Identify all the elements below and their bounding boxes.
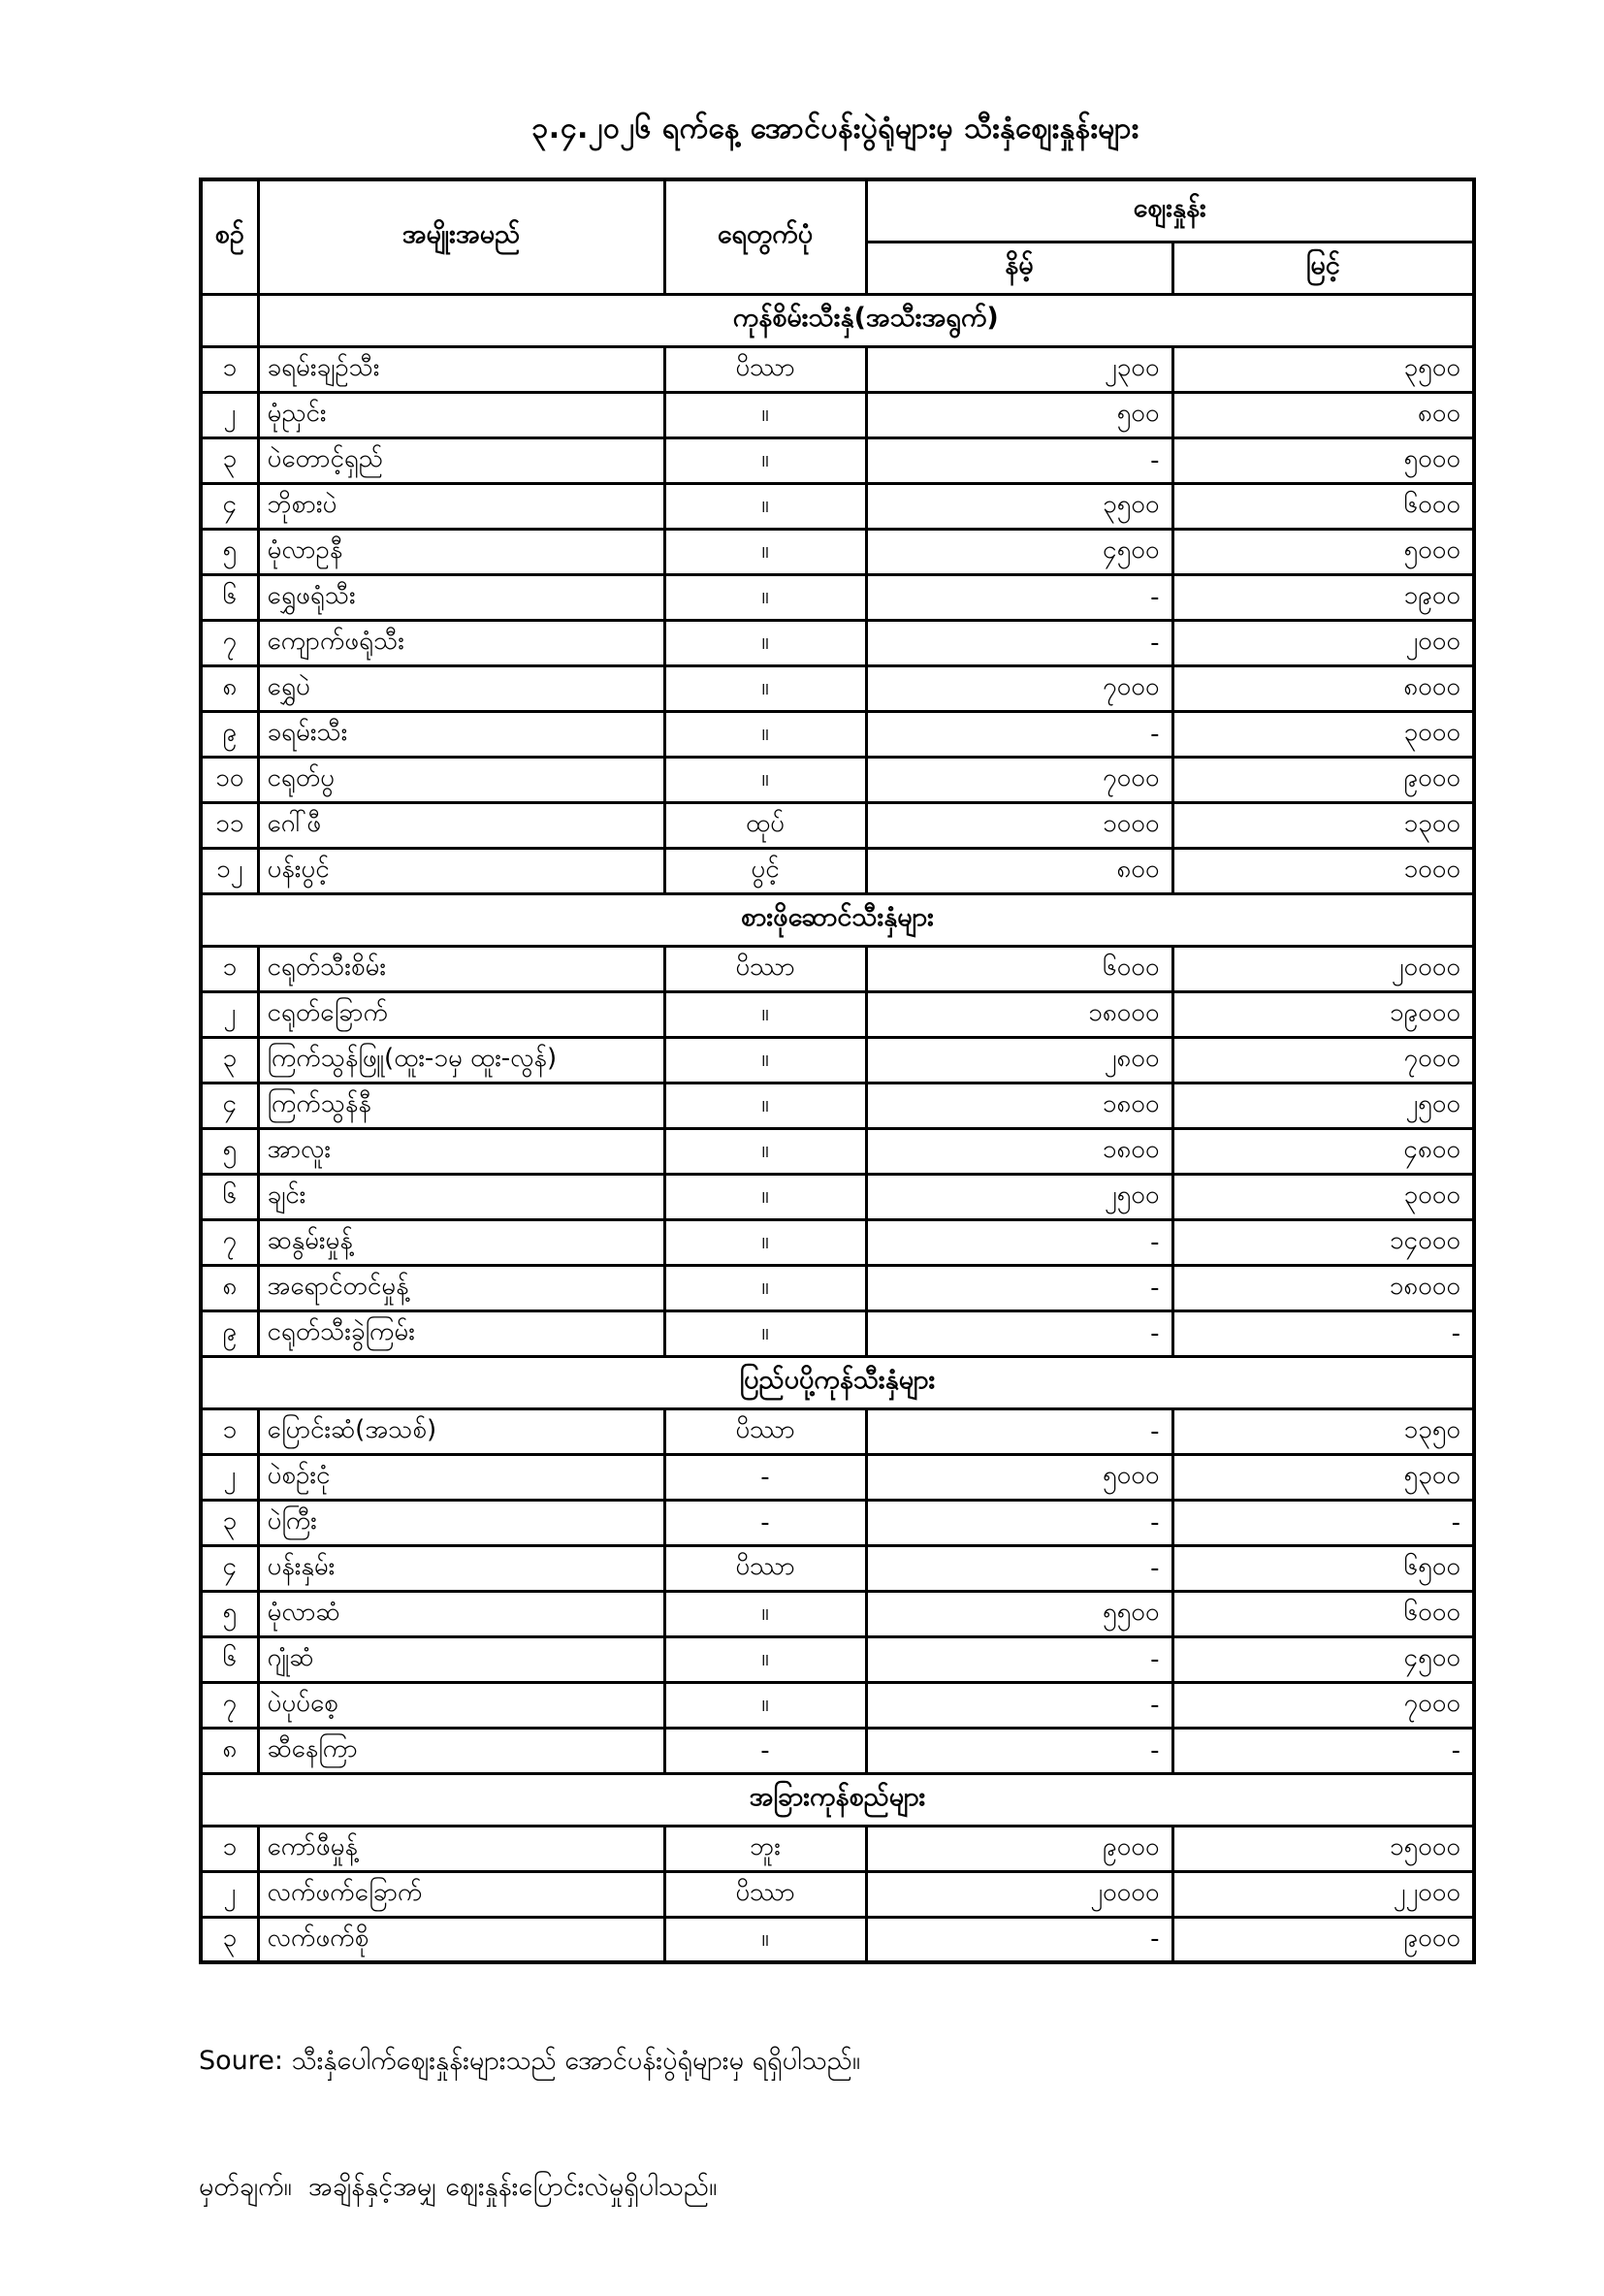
row-unit: ။ [664,1219,866,1265]
row-unit: ။ [664,1128,866,1174]
row-price-high: ၁၉၀၀၀ [1172,991,1474,1037]
row-name: လက်ဖက်ခြောက် [258,1871,664,1917]
row-price-low: ၅၀၀ [866,392,1172,437]
section-header-row [201,1356,1474,1408]
row-no: ၃ [201,1500,258,1545]
row-price-high: ၅၀၀၀ [1172,529,1474,574]
row-name: ပြောင်းဆံ(အသစ်) [258,1408,664,1454]
row-name: ချင်း [258,1174,664,1219]
row-unit: ။ [664,1917,866,1962]
row-price-high: ၁၃၅၀ [1172,1408,1474,1454]
row-unit: ။ [664,665,866,711]
row-no: ၂ [201,1454,258,1500]
row-price-high: ၇၀၀၀ [1172,1037,1474,1083]
row-price-high: ၈၀၀ [1172,392,1474,437]
row-unit: ။ [664,529,866,574]
row-no: ၄ [201,1545,258,1591]
row-name: မုံလာဆံ [258,1591,664,1636]
row-no: ၆ [201,1174,258,1219]
row-name: လက်ဖက်စို [258,1917,664,1962]
row-unit: ။ [664,1591,866,1636]
footer [199,1984,1604,2296]
table-row [201,1265,1474,1310]
row-price-low: ၂၃၀၀ [866,346,1172,392]
row-price-high: ၂၀၀၀ [1172,620,1474,665]
table-row [201,346,1474,392]
footer-note-line: မှတ်ချက်။ အချိန်နှင့်အမျှ ဈေးနှုန်းပြောင်းလဲမှုရှိပါသည်။ [199,2172,718,2202]
row-name: ပန်းပွင့် [258,848,664,893]
row-price-high: ၆၅၀၀ [1172,1545,1474,1591]
table-row [201,1408,1474,1454]
row-no: ၆ [201,1636,258,1682]
row-price-high: ၁၄၀၀၀ [1172,1219,1474,1265]
row-price-high: ၄၅၀၀ [1172,1636,1474,1682]
row-name: မုံလာဥနီ [258,529,664,574]
row-price-low: - [866,1917,1172,1962]
section-header-row [201,294,1474,346]
header-price-high: မြင့် [1172,242,1474,294]
row-no: ၁ [201,1408,258,1454]
row-name: ပဲတောင့်ရှည် [258,437,664,483]
row-price-low: - [866,620,1172,665]
row-name: ဂေါ်ဖီ [258,802,664,848]
row-name: ငရုတ်သီးစိမ်း [258,946,664,991]
table-row [201,991,1474,1037]
row-name: ကော်ဖီမှုန့် [258,1826,664,1871]
table-row [201,757,1474,802]
row-price-high: ၉၀၀၀ [1172,1917,1474,1962]
row-no: ၅ [201,1591,258,1636]
row-unit: ။ [664,574,866,620]
section-title: ပြည်ပပို့ကုန်သီးနှံများ [201,1356,1474,1408]
table-row [201,1917,1474,1962]
row-price-high: - [1172,1310,1474,1356]
row-price-low: - [866,1728,1172,1773]
row-name: မုံညှင်း [258,392,664,437]
table-row [201,1871,1474,1917]
row-no: ၃ [201,1037,258,1083]
row-price-low: - [866,437,1172,483]
row-price-low: ၂၀၀၀၀ [866,1871,1172,1917]
row-unit: ပိဿာ [664,346,866,392]
row-name: ကျောက်ဖရုံသီး [258,620,664,665]
section-title: ကုန်စိမ်းသီးနှံ(အသီးအရွက်) [258,294,1474,346]
row-price-low: - [866,574,1172,620]
header-no: စဉ် [201,179,258,294]
table-header-row-1 [201,179,1474,242]
row-no: ၇ [201,1219,258,1265]
row-price-low: ၉၀၀၀ [866,1826,1172,1871]
row-no: ၂ [201,392,258,437]
row-price-low: ၁၈၀၀၀ [866,991,1172,1037]
row-no: ၄ [201,1083,258,1128]
table-row [201,1636,1474,1682]
row-name: ဘိုစားပဲ [258,483,664,529]
row-price-low: - [866,1500,1172,1545]
row-price-low: ၅၀၀၀ [866,1454,1172,1500]
row-price-low: ၂၅၀၀ [866,1174,1172,1219]
row-no: ၃ [201,1917,258,1962]
row-unit: ဘူး [664,1826,866,1871]
row-unit: - [664,1500,866,1545]
section-title: စားဖိုဆောင်သီးနှံများ [201,893,1474,946]
row-no: ၈ [201,1265,258,1310]
header-price-low: နိမ့် [866,242,1172,294]
row-unit: - [664,1454,866,1500]
row-name: ပဲပုပ်စေ့ [258,1682,664,1728]
row-name: အာလူး [258,1128,664,1174]
row-price-high: ၁၉၀၀ [1172,574,1474,620]
table-row [201,620,1474,665]
row-no: ၂ [201,991,258,1037]
row-price-low: ၇၀၀၀ [866,757,1172,802]
row-unit: ။ [664,991,866,1037]
row-price-high: ၃၀၀၀ [1172,711,1474,757]
row-name: ငရုတ်ပွ [258,757,664,802]
table-row [201,1037,1474,1083]
row-price-high: ၂၀၀၀၀ [1172,946,1474,991]
section-header-row [201,1773,1474,1826]
price-table-body [201,294,1474,1962]
section-title: အခြားကုန်စည်များ [201,1773,1474,1826]
row-name: ငရုတ်ခြောက် [258,991,664,1037]
row-price-high: - [1172,1728,1474,1773]
row-unit: ။ [664,757,866,802]
row-name: ကြက်သွန်ဖြူ(ထူး-၁မှ ထူး-လွန်) [258,1037,664,1083]
row-name: ခရမ်းသီး [258,711,664,757]
row-price-high: - [1172,1500,1474,1545]
row-unit: - [664,1728,866,1773]
row-price-low: ၄၅၀၀ [866,529,1172,574]
row-no: ၂ [201,1871,258,1917]
table-row [201,529,1474,574]
row-price-low: ၂၈၀၀ [866,1037,1172,1083]
row-unit: ပိဿာ [664,1408,866,1454]
row-no: ၅ [201,529,258,574]
row-unit: ။ [664,1265,866,1310]
row-no: ၅ [201,1128,258,1174]
row-price-low: - [866,1265,1172,1310]
table-row [201,946,1474,991]
row-price-high: ၂၅၀၀ [1172,1083,1474,1128]
row-name: ရွှေဖရုံသီး [258,574,664,620]
row-price-low: ၃၅၀၀ [866,483,1172,529]
table-row [201,1591,1474,1636]
row-no: ၉ [201,711,258,757]
row-price-high: ၃၅၀၀ [1172,346,1474,392]
header-unit: ရေတွက်ပုံ [664,179,866,294]
row-no: ၉ [201,1310,258,1356]
header-price-group: ဈေးနှုန်း [866,179,1474,242]
table-row [201,711,1474,757]
row-price-low: - [866,1636,1172,1682]
price-table [199,178,1476,1964]
row-price-high: ၁၃၀၀ [1172,802,1474,848]
row-price-low: - [866,1310,1172,1356]
table-row [201,848,1474,893]
row-price-low: ၁၀၀၀ [866,802,1172,848]
row-name: ရွှေပဲ [258,665,664,711]
row-unit: ။ [664,483,866,529]
table-row [201,1310,1474,1356]
table-row [201,1728,1474,1773]
row-name: အရောင်တင်မှုန့် [258,1265,664,1310]
row-price-high: ၅၀၀၀ [1172,437,1474,483]
row-name: ခရမ်းချဉ်သီး [258,346,664,392]
page-title: ၃.၄.၂၀၂၆ ရက်နေ့ အောင်ပန်းပွဲရုံများမှ သီးနှံဈေးနှုန်းများ [531,112,1139,146]
table-row [201,1219,1474,1265]
row-unit: ။ [664,1174,866,1219]
row-price-low: ၁၈၀၀ [866,1128,1172,1174]
row-no: ၁၂ [201,848,258,893]
row-unit: ပွင့် [664,848,866,893]
row-unit: ။ [664,1682,866,1728]
row-no: ၁ [201,1826,258,1871]
header-name: အမျိုးအမည် [258,179,664,294]
row-price-high: ၁၀၀၀ [1172,848,1474,893]
row-no: ၁၁ [201,802,258,848]
row-price-low: - [866,1682,1172,1728]
row-price-high: ၆၀၀၀ [1172,1591,1474,1636]
row-unit: ။ [664,437,866,483]
row-no: ၁ [201,946,258,991]
row-price-high: ၁၅၀၀၀ [1172,1826,1474,1871]
table-row [201,574,1474,620]
row-no: ၈ [201,665,258,711]
row-name: ပဲကြီး [258,1500,664,1545]
row-name: ပန်းနှမ်း [258,1545,664,1591]
row-unit: ။ [664,711,866,757]
row-unit: ပိဿာ [664,1545,866,1591]
row-price-low: ၅၅၀၀ [866,1591,1172,1636]
row-price-high: ၉၀၀၀ [1172,757,1474,802]
row-price-high: ၁၈၀၀၀ [1172,1265,1474,1310]
row-price-low: ၇၀၀၀ [866,665,1172,711]
row-name: ဆီနေကြာ [258,1728,664,1773]
table-row [201,1682,1474,1728]
row-unit: ။ [664,392,866,437]
row-price-low: - [866,1219,1172,1265]
table-row [201,802,1474,848]
row-name: ကြက်သွန်နီ [258,1083,664,1128]
table-row [201,1500,1474,1545]
row-price-high: ၃၀၀၀ [1172,1174,1474,1219]
section-empty-no-cell [201,294,258,346]
row-no: ၇ [201,1682,258,1728]
row-price-low: - [866,1408,1172,1454]
row-unit: ပိဿာ [664,1871,866,1917]
row-name: ပဲစဉ်းငုံ [258,1454,664,1500]
row-unit: ။ [664,620,866,665]
table-row [201,1083,1474,1128]
row-no: ၆ [201,574,258,620]
row-unit: ထုပ် [664,802,866,848]
footer-source-line: Soure: သီးနှံပေါက်ဈေးနှုန်းများသည် အောင်ပန်းပွဲရုံများမှ ရရှိပါသည်။ [199,2046,861,2076]
table-row [201,1128,1474,1174]
row-price-low: ၈၀၀ [866,848,1172,893]
table-row [201,1545,1474,1591]
row-no: ၁ [201,346,258,392]
table-row [201,1826,1474,1871]
row-no: ၄ [201,483,258,529]
row-price-low: - [866,1545,1172,1591]
table-row [201,483,1474,529]
row-price-low: - [866,711,1172,757]
row-price-low: ၁၈၀၀ [866,1083,1172,1128]
row-no: ၃ [201,437,258,483]
row-price-high: ၄၈၀၀ [1172,1128,1474,1174]
row-name: ငရုတ်သီးခွဲကြမ်း [258,1310,664,1356]
section-header-row [201,893,1474,946]
row-unit: ။ [664,1310,866,1356]
row-no: ၁၀ [201,757,258,802]
row-unit: ။ [664,1037,866,1083]
table-row [201,437,1474,483]
row-unit: ။ [664,1083,866,1128]
row-price-high: ၅၃၀၀ [1172,1454,1474,1500]
row-price-high: ၆၀၀၀ [1172,483,1474,529]
row-name: ဆနွမ်းမှုန့် [258,1219,664,1265]
row-no: ၈ [201,1728,258,1773]
table-row [201,1454,1474,1500]
row-unit: ပိဿာ [664,946,866,991]
table-row [201,1174,1474,1219]
row-no: ၇ [201,620,258,665]
table-row [201,392,1474,437]
row-price-low: ၆၀၀၀ [866,946,1172,991]
table-row [201,665,1474,711]
row-price-high: ၈၀၀၀ [1172,665,1474,711]
row-price-high: ၂၂၀၀၀ [1172,1871,1474,1917]
row-name: ဂျုံဆံ [258,1636,664,1682]
row-price-high: ၇၀၀၀ [1172,1682,1474,1728]
row-unit: ။ [664,1636,866,1682]
